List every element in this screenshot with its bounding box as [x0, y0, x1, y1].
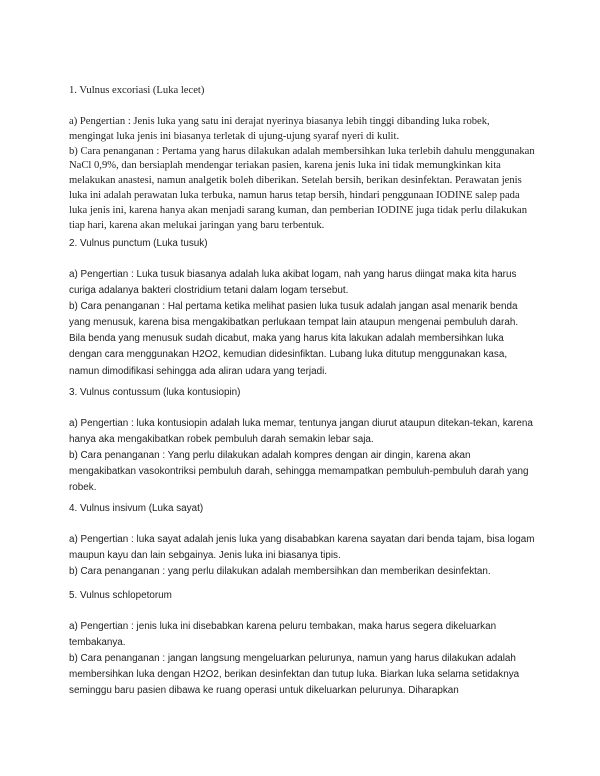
section-3-definition: a) Pengertian : luka kontusiopin adalah luka memar, tentunya jangan diurut ataupun ditekan-tekan, karena hanya aka mengakibatkan robek pembuluh darah semakin lebar saja.: [69, 418, 533, 446]
section-5-body: [69, 619, 535, 699]
section-heading-2: 2. Vulnus punctum (Luka tusuk): [69, 238, 208, 249]
section-heading-1: 1. Vulnus excoriasi (Luka lecet): [69, 85, 205, 96]
section-1-body: [69, 115, 535, 233]
section-2-body: [69, 267, 535, 380]
section-3-treatment: b) Cara penanganan : Yang perlu dilakukan adalah kompres dengan air dingin, karena akan mengakibatkan vasokontriksi pembuluh darah, sehingga memampatkan pembuluh-pembuluh darah yang robek.: [69, 450, 529, 494]
section-5-treatment: b) Cara penanganan : jangan langsung mengeluarkan pelurunya, namun yang harus dilakukan adalah membersihkan luka dengan H2O2, berikan desinfektan dan tutup luka. Biarkan luka selama setidaknya seminggu baru pasien dibawa ke ruang operasi untuk dikeluarkan pelurunya. Diharapkan: [69, 653, 520, 697]
section-1-treatment: b) Cara penanganan : Pertama yang harus dilakukan adalah membersihkan luka terlebih dahulu menggunakan NaCl 0,9%, dan bersiaplah mendengar teriakan pasien, karena jenis luka ini tidak memungkinkan kita melakukan anastesi, namun analgetik boleh diberikan. Setelah bersih, berikan desinfektan. Perawatan jenis luka ini adalah perawatan luka terbuka, namun harus tetap bersih, hindari penggunaan IODINE salep pada luka jenis ini, karena hanya akan menjadi sarang kuman, dan pemberian IODINE juga tidak perlu dilakukan tiap hari, karena akan melukai jaringan yang baru terbentuk.: [69, 145, 535, 231]
section-4-treatment: b) Cara penanganan : yang perlu dilakukan adalah membersihkan dan memberikan desinfektan.: [69, 566, 491, 578]
section-2-definition: a) Pengertian : Luka tusuk biasanya adalah luka akibat logam, nah yang harus diingat maka kita harus curiga adalanya bakteri clostridium tetani dalam logam tersebut.: [69, 269, 517, 297]
section-4-definition: a) Pengertian : luka sayat adalah jenis luka yang disababkan karena sayatan dari benda tajam, bisa logam maupun kayu dan lain sebgainya. Jenis luka ini biasanya tipis.: [69, 534, 535, 562]
section-heading-3: 3. Vulnus contussum (luka kontusiopin): [69, 387, 241, 398]
section-4-body: [69, 532, 535, 580]
section-heading-5: 5. Vulnus schlopetorum: [69, 590, 172, 601]
section-heading-4: 4. Vulnus insivum (Luka sayat): [69, 503, 204, 514]
section-1-definition: a) Pengertian : Jenis luka yang satu ini derajat nyerinya biasanya lebih tinggi dibanding luka robek, mengingat luka jenis ini biasanya terletak di ujung-ujung syaraf nyeri di kulit.: [69, 116, 490, 142]
section-2-treatment: b) Cara penanganan : Hal pertama ketika melihat pasien luka tusuk adalah jangan asal menarik benda yang menusuk, karena bisa mengakibatkan perlukaan tempat lain ataupun mengenai pembuluh darah. Bila benda yang menusuk sudah dicabut, maka yang harus kita lakukan adalah membersihkan luka dengan cara menggunakan H2O2, kemudian didesinfiktan. Lubang luka ditutup menggunakan kasa, namun dimodifikasi sehingga ada aliran udara yang terjadi.: [69, 301, 519, 377]
section-5-definition: a) Pengertian : jenis luka ini disebabkan karena peluru tembakan, maka harus segera dikeluarkan tembakanya.: [69, 621, 497, 649]
section-3-body: [69, 416, 535, 496]
